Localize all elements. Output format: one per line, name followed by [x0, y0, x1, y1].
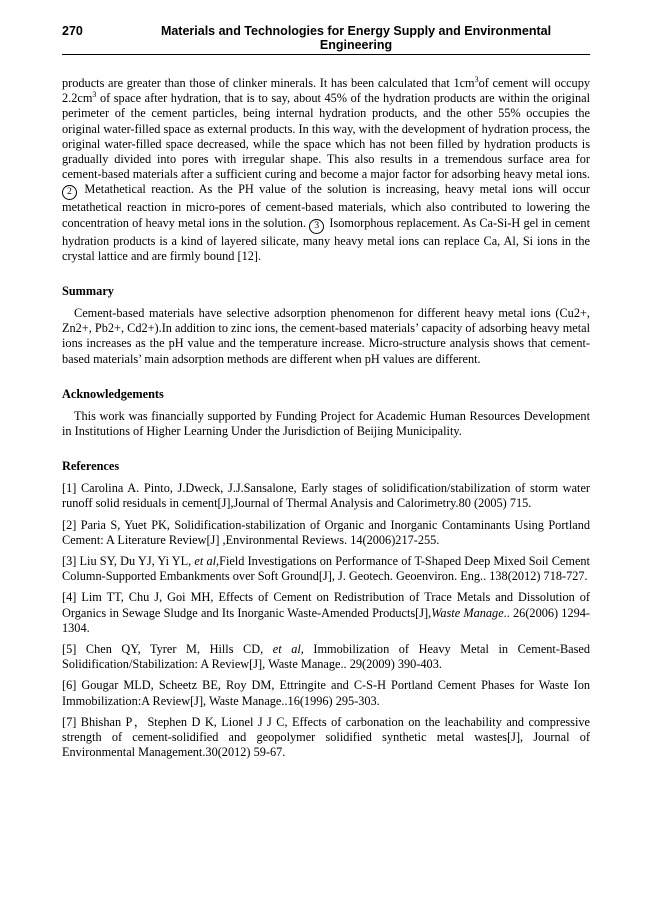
reference-italic: et al, — [272, 642, 304, 657]
body-text: of space after hydration, that is to say, about 45% of the hydration products are within the original perimeter of the cement particles, being internal hydration products, and the other 55% occupies the original water-filled space as external products. In this way, with the development of hydration process, the original water-filled space decreased, while the space which has not been filled by hydration products is gradually divided into pores with irregular shape. This also results in a tremendous surface area for cement-based materials after a sufficient curing and become a major factor for adsorbing heavy metal ions. — [62, 91, 590, 182]
circled-number-2: 2 — [62, 185, 77, 200]
running-header — [62, 24, 590, 55]
body-text: Isomorphous replacement. As Ca-Si-H gel in cement hydration products is a kind of layered silicate, many heavy metal ions can replace Ca, Al, Si ions in the crystal lattice and are firmly bound [12]. — [62, 215, 590, 263]
body-paragraph — [62, 76, 590, 264]
reference-5 — [62, 642, 590, 672]
body-text: of cement will occupy 2.2cm — [62, 76, 591, 106]
page-content — [62, 76, 590, 767]
reference-italic: et al, — [194, 554, 220, 569]
references-heading: References — [62, 459, 120, 474]
summary-text: Cement-based materials have selective adsorption phenomenon for different heavy metal ions (Cu2+, Zn2+, Pb2+, Cd2+).In addition to zinc ions, the cement-based materials’ capacity of adsorbing heavy metal ions increases as the pH value and the temperature increase. Micro-structure analysis shows that cement-based materials’ main adsorption methods are different when pH values are different. — [62, 306, 591, 366]
page-number: 270 — [62, 24, 83, 38]
acknowledgements-text: This work was financially supported by Funding Project for Academic Human Resources Development in Institutions of Higher Learning Under the Jurisdiction of Beijing Municipality. — [62, 408, 590, 439]
acknowledgements-heading: Acknowledgements — [62, 386, 164, 401]
body-text: Metathetical reaction. As the PH value of the solution is increasing, heavy metal ions will occur metathetical reaction in micro-pores of cement-based materials, which also contributed to lowering the concentration of heavy metal ions in the solution. — [62, 182, 590, 230]
reference-text: [5] Chen QY, Tyrer M, Hills CD, — [62, 642, 273, 657]
body-text: products are greater than those of clinker minerals. It has been calculated that 1cm — [62, 76, 475, 90]
reference-4 — [62, 590, 590, 636]
journal-title-line1: Materials and Technologies for Energy Supply and Environmental — [160, 24, 552, 38]
reference-text: .. 26(2006) 1294-1304. — [62, 605, 590, 635]
reference-italic: Waste Manage — [431, 605, 504, 620]
reference-7: [7] Bhishan P，Stephen D K, Lionel J J C, Effects of carbonation on the leachability and compressive strength of cement-solidified and geopolymer solidified synthetic metal wastes[J], Journal of Environmental Management.30(2012) 59-67. — [62, 714, 590, 760]
reference-text: Field Investigations on Performance of T-Shaped Deep Mixed Soil Cement Column-Supported Embankments over Soft Ground[J], J. Geotech. Geoenviron. Eng.. 138(2012) 718-727. — [62, 554, 590, 584]
reference-text: Immobilization of Heavy Metal in Cement-Based Solidification/Stabilization: A Review[J], Waste Manage.. 29(2009) 390-403. — [62, 642, 590, 672]
reference-text: [4] Lim TT, Chu J, Goi MH, Effects of Cement on Redistribution of Trace Metals and Dissolution of Organics in Sewage Sludge and Its Inorganic Waste-Amended Products[J], — [62, 590, 590, 620]
journal-title-line2: Engineering — [319, 38, 393, 52]
reference-6: [6] Gougar MLD, Scheetz BE, Roy DM, Ettringite and C-S-H Portland Cement Phases for Waste Ion Immobilization:A Review[J], Waste Manage..16(1996) 295-303. — [62, 678, 590, 708]
reference-3 — [62, 554, 590, 584]
superscript: 3 — [474, 74, 479, 84]
reference-2: [2] Paria S, Yuet PK, Solidification-stabilization of Organic and Inorganic Contaminants Using Portland Cement: A Literature Review[J] ,Environmental Reviews. 14(2006)217-255. — [62, 517, 590, 547]
circled-number-3: 3 — [309, 219, 324, 234]
reference-1: [1] Carolina A. Pinto, J.Dweck, J.J.Sansalone, Early stages of solidification/stabilization of storm water runoff solid residuals in cement[J],Journal of Thermal Analysis and Calorimetry.80 (2005) 715. — [62, 481, 590, 511]
reference-text: [3] Liu SY, Du YJ, Yi YL, — [62, 554, 195, 569]
summary-heading: Summary — [62, 284, 114, 299]
superscript: 3 — [92, 90, 97, 100]
journal-title — [122, 24, 590, 52]
